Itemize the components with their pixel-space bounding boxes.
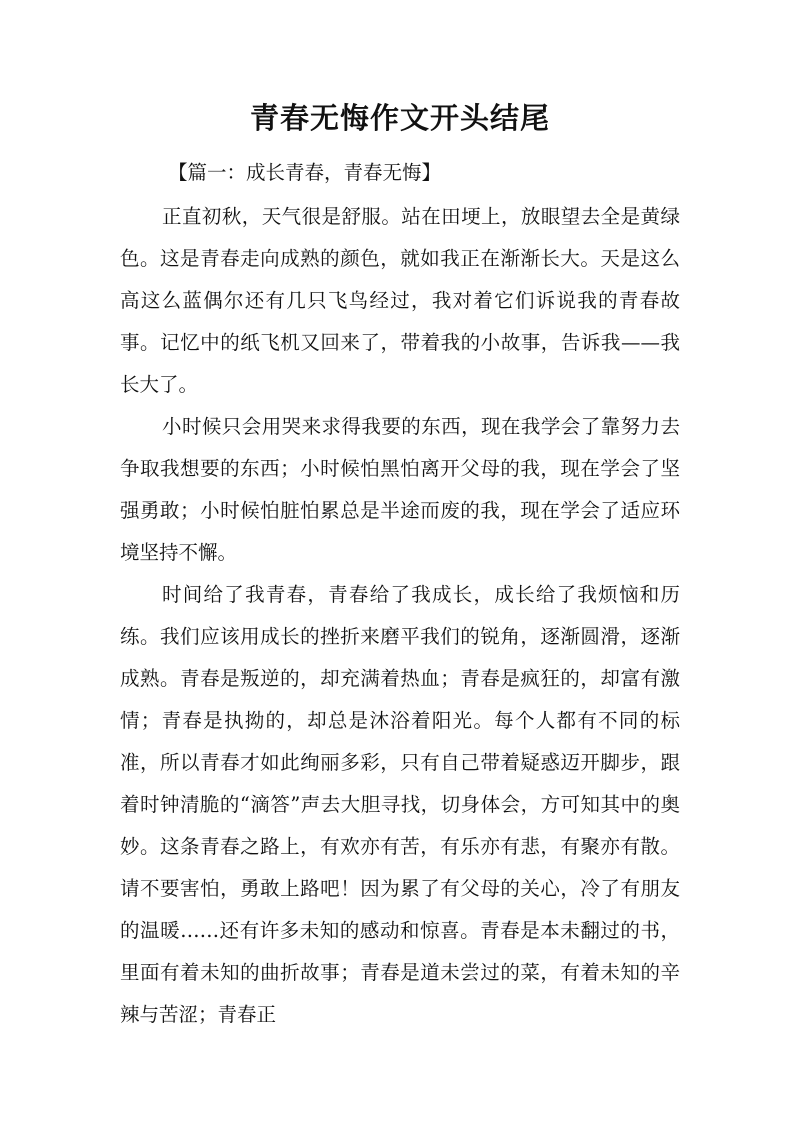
paragraph-2: 小时候只会用哭来求得我要的东西，现在我学会了靠努力去争取我想要的东西；小时候怕黑怕离开父母的我，现在学会了坚强勇敢；小时候怕脏怕累总是半途而废的我，现在学会了适应环境坚持不懈。 (120, 415, 680, 564)
paragraph-3: 时间给了我青春，青春给了我成长，成长给了我烦恼和历练。我们应该用成长的挫折来磨平我们的锐角，逐渐圆滑，逐渐成熟。青春是叛逆的，却充满着热血；青春是疯狂的，却富有激情；青春是执拗的，却总是沐浴着阳光。每个人都有不同的标准，所以青春才如此绚丽多彩，只有自己带着疑惑迈开脚步，跟着时钟清脆的“滴答”声去大胆寻找，切身体会，方可知其中的奥妙。这条青春之路上，有欢亦有苦，有乐亦有悲，有聚亦有散。请不要害怕，勇敢上路吧！因为累了有父母的关心，冷了有朋友的温暖……还有许多未知的感动和惊喜。青春是本未翻过的书，里面有着未知的曲折故事；青春是道未尝过的菜，有着未知的辛辣与苦涩；青春正 (120, 583, 680, 1026)
document-title: 青春无悔作文开头结尾 (249, 101, 550, 135)
paragraph-1: 正直初秋，天气很是舒服。站在田埂上，放眼望去全是黄绿色。这是青春走向成熟的颜色，就如我正在渐渐长大。天是这么高这么蓝偶尔还有几只飞鸟经过，我对着它们诉说我的青春故事。记忆中的纸飞机又回来了，带着我的小故事，告诉我——我长大了。 (120, 205, 680, 396)
section-heading: 【篇一：成长青春，青春无悔】 (168, 161, 442, 184)
